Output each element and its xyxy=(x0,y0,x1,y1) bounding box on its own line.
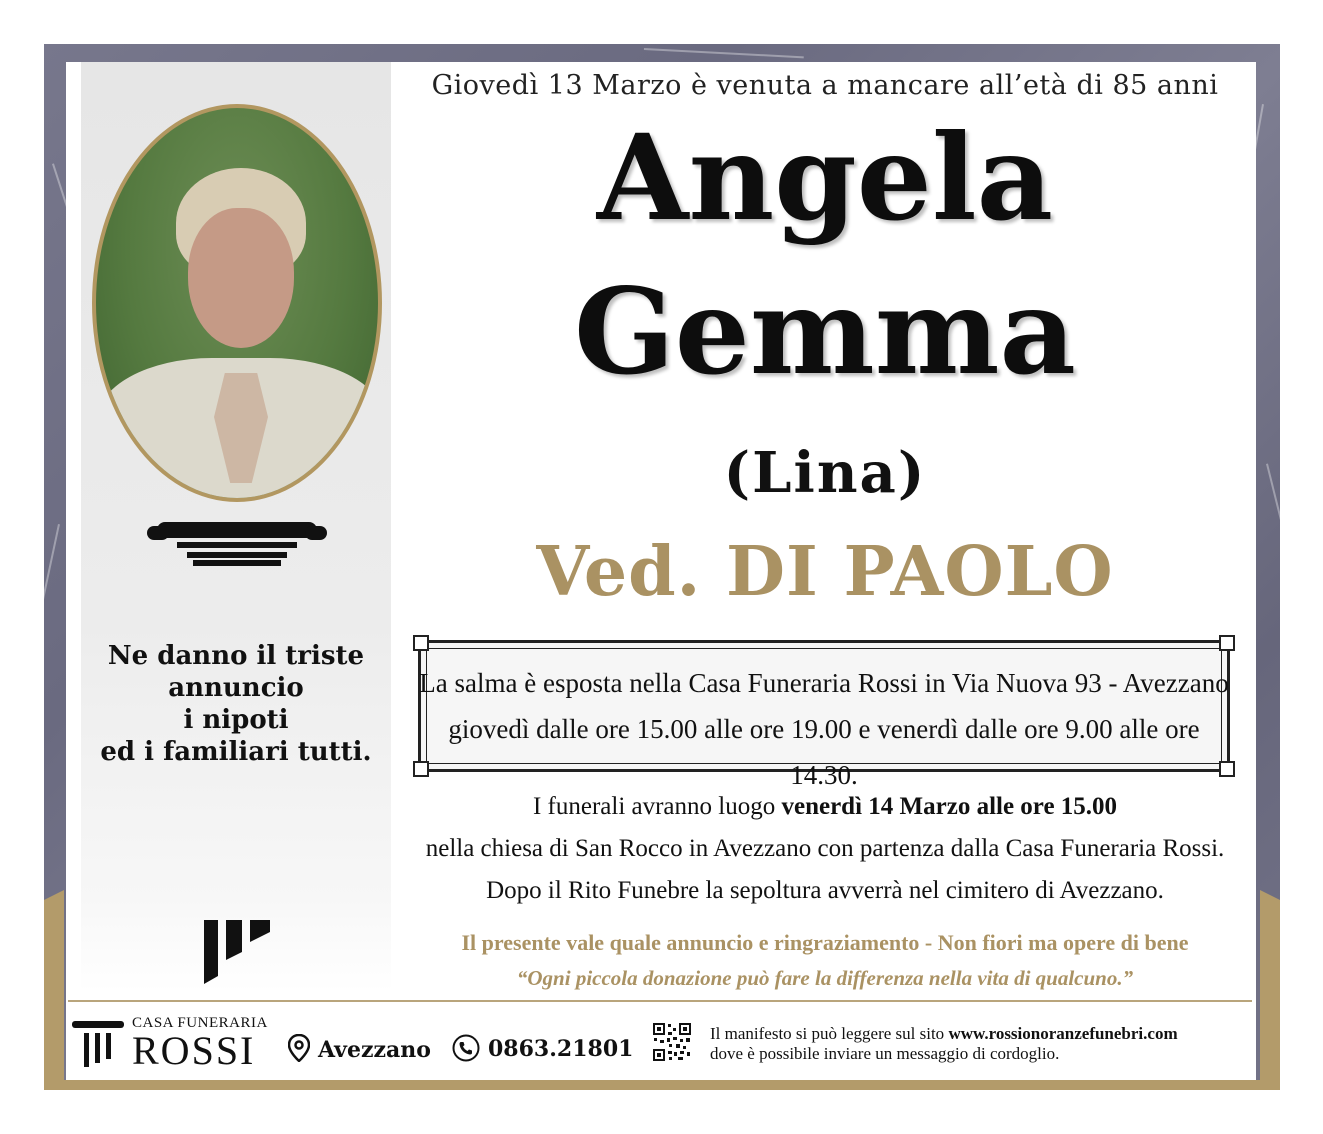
location-info xyxy=(288,1034,431,1063)
family-announcement xyxy=(81,640,391,768)
footer-divider xyxy=(68,1000,1252,1002)
phone-info xyxy=(452,1034,633,1062)
funeral-info xyxy=(400,786,1250,912)
phone-icon xyxy=(452,1034,480,1062)
marble-vein xyxy=(16,524,60,720)
box-corner xyxy=(413,635,429,651)
funeral-line: Dopo il Rito Funebre la sepoltura avverrà nel cimitero di Avezzano. xyxy=(486,877,1164,904)
portrait-photo xyxy=(92,104,382,502)
website-prefix: Il manifesto si può leggere sul sito xyxy=(710,1024,949,1043)
website-line xyxy=(710,1024,1178,1044)
announcement-line: i nipoti xyxy=(183,705,289,735)
marble-vein xyxy=(644,48,804,58)
location-pin-icon xyxy=(288,1034,310,1062)
funeral-line: nella chiesa di San Rocco in Avezzano con partenza dalla Casa Funeraria Rossi. xyxy=(425,835,1225,862)
widow-of: Ved. DI PAOLO xyxy=(536,532,1114,612)
donation-quote: “Ogni piccola donazione può fare la differenza nella vita di qualcuno.” xyxy=(516,966,1134,990)
announcement-line: Ne danno il triste xyxy=(107,641,365,671)
column-icon xyxy=(68,1019,128,1071)
first-name: Angela xyxy=(596,108,1054,247)
viewing-line: giovedì dalle ore 15.00 alle ore 19.00 e venerdì dalle ore 9.00 alle ore 14.30. xyxy=(448,714,1200,790)
pedestal-icon xyxy=(147,518,327,568)
phone-number: 0863.21801 xyxy=(488,1036,634,1062)
marble-vein xyxy=(1266,464,1311,639)
website-link[interactable]: www.rossionoranzefunebri.com xyxy=(948,1024,1178,1043)
death-announcement-line: Giovedì 13 Marzo è venuta a mancare all’età di 85 anni xyxy=(431,70,1219,101)
nickname: (Lina) xyxy=(723,440,927,506)
last-name: Gemma xyxy=(573,262,1077,401)
website-info xyxy=(710,1024,1178,1064)
announcement-line: annuncio xyxy=(168,673,304,703)
rossi-mark-icon xyxy=(204,914,274,984)
city-name: Avezzano xyxy=(318,1037,431,1063)
thanks-notice: Il presente vale quale annuncio e ringraziamento - Non fiori ma opere di bene xyxy=(461,930,1189,955)
viewing-info-text xyxy=(418,660,1230,798)
viewing-line: La salma è esposta nella Casa Funeraria Rossi in Via Nuova 93 - Avezzano xyxy=(419,668,1229,698)
funeral-date-time: venerdì 14 Marzo alle ore 15.00 xyxy=(781,793,1118,820)
portrait-face xyxy=(188,208,294,348)
funeral-line-prefix: I funerali avranno luogo xyxy=(532,793,782,820)
brand-subtitle: CASA FUNERARIA xyxy=(132,1015,268,1031)
qr-code-icon[interactable] xyxy=(652,1022,692,1062)
funeral-line xyxy=(400,786,1250,828)
announcement-line: ed i familiari tutti. xyxy=(100,737,372,767)
website-line: dove è possibile inviare un messaggio di cordoglio. xyxy=(710,1044,1060,1063)
brand-name: ROSSI xyxy=(132,1028,256,1073)
box-corner xyxy=(1219,635,1235,651)
